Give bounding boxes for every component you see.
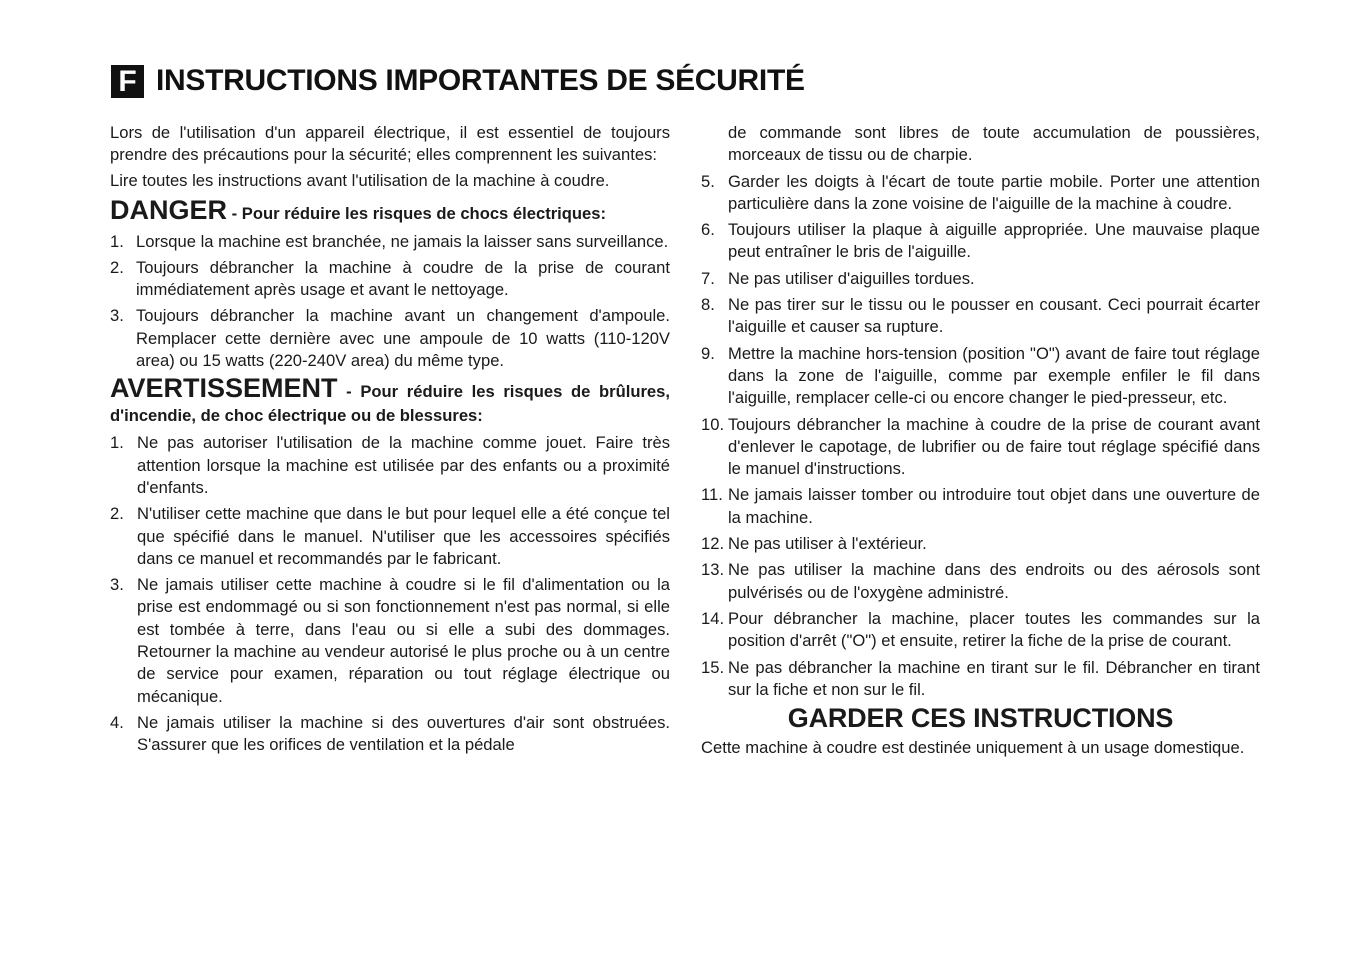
- avertissement-list-continued: [701, 171, 1260, 702]
- list-item: 8. Ne pas tirer sur le tissu ou le pousser en cousant. Ceci pourrait écarter l'aiguille et causer sa rupture.: [701, 295, 1260, 337]
- list-item: 2. Toujours débrancher la machine à coudre de la prise de courant immédiatement après usage et avant le nettoyage.: [110, 257, 670, 300]
- list-item: 4. Ne jamais utiliser la machine si des ouvertures d'air sont obstruées. S'assurer que les orifices de ventilation et la pédale: [110, 712, 670, 755]
- intro-read-instructions: Lire toutes les instructions avant l'utilisation de la machine à coudre.: [110, 170, 610, 190]
- danger-word: DANGER: [110, 194, 228, 225]
- right-column: [701, 122, 1260, 760]
- danger-heading: [110, 196, 670, 226]
- list-item: 10. Toujours débrancher la machine à coudre de la prise de courant avant d'enlever le capotage, de lubrifier ou de faire tout réglage spécifié dans le manuel d'instructions.: [701, 414, 1260, 479]
- avertissement-word: AVERTISSEMENT: [110, 373, 338, 404]
- left-column: [110, 122, 670, 761]
- list-item: 11. Ne jamais laisser tomber ou introduire tout objet dans une ouverture de la machine.: [701, 485, 1260, 527]
- keep-instructions-heading: GARDER CES INSTRUCTIONS: [787, 703, 1174, 734]
- list-item: 1. Ne pas autoriser l'utilisation de la machine comme jouet. Faire très attention lorsque la machine est utilisée par des enfants ou a proximité d'enfants.: [110, 433, 670, 497]
- list-item: 6. Toujours utiliser la plaque à aiguille appropriée. Une mauvaise plaque peut entraîner le bris de l'aiguille.: [701, 220, 1260, 262]
- list-item: 2. N'utiliser cette machine que dans le but pour lequel elle a été conçue tel que spécifié dans le manuel. N'utiliser que les accessoires spécifiés dans ce manuel et recommandés par le fabricant.: [110, 504, 670, 568]
- language-badge: F: [111, 65, 144, 98]
- danger-subtitle: - Pour réduire les risques de chocs électriques:: [227, 203, 607, 223]
- list-item: 5. Garder les doigts à l'écart de toute partie mobile. Porter une attention particulière dans la zone voisine de l'aiguille de la machine à coudre.: [701, 171, 1260, 213]
- domestic-use-note: Cette machine à coudre est destinée uniquement à un usage domestique.: [701, 738, 1245, 758]
- intro-paragraph: Lors de l'utilisation d'un appareil électrique, il est essentiel de toujours prendre des précautions pour la sécurité; elles comprennent les suivantes:: [110, 123, 670, 165]
- list-item: 15. Ne pas débrancher la machine en tirant sur le fil. Débrancher en tirant sur la fiche et non sur le fil.: [701, 657, 1260, 699]
- list-item: 7. Ne pas utiliser d'aiguilles tordues.: [701, 268, 975, 288]
- danger-list: [110, 231, 670, 373]
- item-4-continuation: de commande sont libres de toute accumulation de poussières, morceaux de tissu ou de charpie.: [728, 123, 1260, 165]
- list-item: 3. Toujours débrancher la machine avant un changement d'ampoule. Remplacer cette dernière avec une ampoule de 10 watts (110-120V area) ou 15 watts (220-240V area) du même type.: [110, 306, 670, 371]
- avertissement-heading: [110, 373, 670, 428]
- avertissement-subtitle: - Pour réduire les risques de brûlures, d'incendie, de choc électrique ou de blessures:: [110, 382, 670, 426]
- list-item: 3. Ne jamais utiliser cette machine à coudre si le fil d'alimentation ou la prise est endommagé ou si son fonctionnement n'est pas normal, si elle est tombée à terre, dans l'eau ou si elle a subi des dommages. Retourner la machine au vendeur autorisé le plus proche ou à un centre de service pour examen, réparation ou tout réglage électrique ou mécanique.: [110, 575, 670, 706]
- page-title: INSTRUCTIONS IMPORTANTES DE SÉCURITÉ: [156, 64, 805, 97]
- list-item: 1. Lorsque la machine est branchée, ne jamais la laisser sans surveillance.: [110, 231, 669, 251]
- avertissement-list: [110, 432, 670, 756]
- list-item: 13. Ne pas utiliser la machine dans des endroits ou des aérosols sont pulvérisés ou de l'oxygène administré.: [701, 560, 1260, 602]
- list-item: 9. Mettre la machine hors-tension (position "O") avant de faire tout réglage dans la zone de l'aiguille, comme par exemple enfiler le fil dans l'aiguille, remplacer celle-ci ou encore changer le pied-presseur, etc.: [701, 343, 1260, 408]
- page-header: [111, 64, 805, 98]
- list-item: 12. Ne pas utiliser à l'extérieur.: [701, 534, 927, 554]
- list-item: 14. Pour débrancher la machine, placer toutes les commandes sur la position d'arrêt ("O") et ensuite, retirer la fiche de la prise de courant.: [701, 608, 1260, 651]
